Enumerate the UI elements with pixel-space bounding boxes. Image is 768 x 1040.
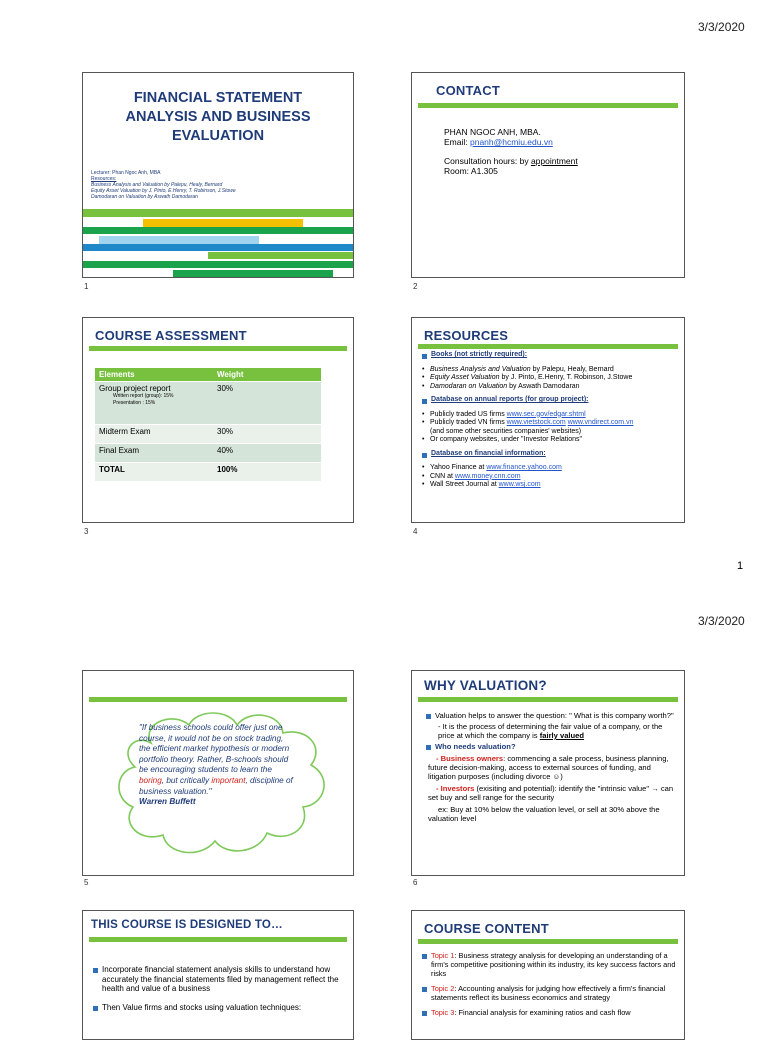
title-underline	[418, 103, 678, 108]
title-underline	[89, 346, 347, 351]
slide-contact	[411, 72, 685, 278]
slide-title-credits	[91, 170, 341, 200]
database-heading: Database on annual reports (for group project):	[422, 396, 680, 405]
title-underline	[418, 697, 678, 702]
row-name: Group project report	[99, 384, 171, 393]
lecturer-line: Lecturer: Phan Ngoc Anh, MBA	[91, 170, 161, 176]
resources-title: RESOURCES	[424, 328, 509, 343]
bullet-2: Then Value firms and stocks using valuation techniques:	[93, 1003, 349, 1013]
row-weight: 100%	[213, 463, 321, 482]
bullet-2: Who needs valuation?	[426, 742, 678, 751]
slide-course-designed	[82, 910, 354, 1040]
row-sub: Presentation : 15%	[113, 400, 156, 406]
table-row	[95, 444, 321, 463]
list-item: • Business Analysis and Valuation by Palepu, Healy, Bernard	[422, 366, 680, 375]
topic-1: Topic 1: Business strategy analysis for developing an understanding of a firm's competitive positioning within its industry, its key success factors and risks	[422, 951, 678, 978]
slide-course-assessment	[82, 317, 354, 523]
course-content-title: COURSE CONTENT	[424, 921, 549, 936]
row-weight: 40%	[213, 444, 321, 463]
slide-number-3: 3	[84, 527, 89, 536]
topic-2: Topic 2: Accounting analysis for judging how effectively a firm's financial statements reflect its business economics and strategy	[422, 984, 678, 1002]
title-underline	[89, 937, 347, 942]
list-item: • Wall Street Journal at www.wsj.com	[422, 481, 680, 490]
slide-number-6: 6	[413, 878, 418, 887]
slide-why-valuation	[411, 670, 685, 876]
contact-details	[444, 127, 578, 176]
slide-course-content	[411, 910, 685, 1040]
bullet-1-sub: - It is the process of determining the fair value of a company, or the price at which the company is fairly valued	[438, 722, 663, 740]
row-sub: Written report (group): 15%	[113, 393, 174, 399]
title-underline	[89, 697, 347, 702]
list-item: • CNN at www.money.cnn.com	[422, 473, 680, 482]
page-date: 3/3/2020	[698, 614, 745, 628]
row-name: TOTAL	[95, 463, 213, 482]
table-header	[95, 368, 321, 382]
email-label: Email:	[444, 137, 470, 147]
row-weight: 30%	[213, 382, 321, 425]
owners-item: - Business owners: commencing a sale process, business planning, future decision-making, access to external sources of funding, and litigation purposes (including divorce ☺)	[428, 754, 669, 781]
list-note: (and some other securities companies' websites)	[430, 427, 582, 435]
stripe-decoration	[83, 209, 354, 278]
row-name: Midterm Exam	[95, 425, 213, 444]
list-item: • Publicly traded VN firms www.vietstock.com www.vndirect.com.vn	[422, 419, 680, 428]
table-row	[95, 463, 321, 482]
row-weight: 30%	[213, 425, 321, 444]
sec-link[interactable]: www.sec.gov/edgar.shtml	[506, 410, 586, 418]
list-item: • Or company websites, under "Investor Relations"	[422, 436, 680, 445]
list-item: • Yahoo Finance at www.finance.yahoo.com	[422, 464, 680, 473]
course-designed-body	[93, 965, 349, 1012]
buffett-quote: "If business schools could offer just one course, it would not be on stock trading, the efficient market hypothesis or modern portfolio theory. Rather, B-schools should be encouraging students to learn the boring, but critically important, discipline of business valuation." Warren Buffett	[139, 723, 295, 808]
slide-title	[82, 72, 354, 278]
slide-number-1: 1	[84, 282, 89, 291]
investors-item: - Investors (exisiting and potential): identify the "intrinsic value" → can set buy and sell range for the security	[428, 784, 674, 802]
row-name: Final Exam	[95, 444, 213, 463]
vietstock-link[interactable]: www.vietstock.com	[506, 419, 566, 426]
list-item: • Publicly traded US firms www.sec.gov/edgar.shtml	[422, 411, 680, 420]
slide-resources	[411, 317, 685, 523]
slide-number-4: 4	[413, 527, 418, 536]
topic-3: Topic 3: Financial analysis for examining ratios and cash flow	[422, 1008, 678, 1017]
hours-value: appointment	[530, 156, 578, 166]
why-valuation-body	[426, 711, 678, 823]
header-elements: Elements	[95, 368, 213, 382]
header-weight: Weight	[213, 368, 321, 382]
slide-quote	[82, 670, 354, 876]
example-line: ex: Buy at 10% below the valuation level, or sell at 30% above the valuation level	[428, 805, 660, 823]
bullet-1: Valuation helps to answer the question: " What is this company worth?"	[426, 711, 678, 720]
contact-title: CONTACT	[436, 83, 500, 98]
ref-1: Business Analysis and Valuation by Palepu, Healy, Bernard	[91, 182, 223, 188]
books-heading: Books (not strictly required):	[422, 351, 680, 360]
page-number: 1	[737, 560, 744, 572]
financial-info-heading: Database on financial information:	[422, 450, 680, 459]
title-underline	[418, 344, 678, 349]
vndirect-link[interactable]: www.vndirect.com.vn	[567, 419, 634, 426]
table-row	[95, 425, 321, 444]
slide-number-5: 5	[84, 878, 89, 887]
ref-2: Equity Asset Valuation by J. Pinto, E.Henry, T. Robinson, J.Stowe	[91, 188, 236, 194]
course-designed-title: THIS COURSE IS DESIGNED TO…	[91, 919, 283, 931]
assessment-table	[95, 368, 321, 482]
list-item: • Equity Asset Valuation by J. Pinto, E.Henry, T. Robinson, J.Stowe	[422, 374, 680, 383]
room: Room: A1.305	[444, 166, 498, 176]
yahoo-link[interactable]: www.finance.yahoo.com	[486, 464, 562, 471]
wsj-link[interactable]: www.wsj.com	[498, 481, 541, 488]
title-underline	[418, 939, 678, 944]
ref-3: Damodaran on Valuation by Aswath Damodaran	[91, 194, 198, 200]
contact-name: PHAN NGOC ANH, MBA.	[444, 127, 541, 137]
slide-number-2: 2	[413, 282, 418, 291]
hours-label: Consultation hours: by	[444, 156, 531, 166]
assessment-title: COURSE ASSESSMENT	[95, 328, 247, 343]
page-date: 3/3/2020	[698, 20, 745, 34]
quote-author: Warren Buffett	[139, 797, 196, 807]
email-link[interactable]: pnanh@hcmiu.edu.vn	[469, 137, 553, 147]
why-valuation-title: WHY VALUATION?	[424, 678, 547, 693]
cnn-link[interactable]: www.money.cnn.com	[454, 472, 521, 480]
resources-label: Resources:	[91, 176, 117, 182]
resources-body	[422, 351, 680, 490]
bullet-1: Incorporate financial statement analysis skills to understand how accurately the financial statements filed by management reflect the health and value of a business	[93, 965, 349, 994]
course-content-body	[422, 951, 678, 1017]
slide-title-heading: FINANCIAL STATEMENT ANALYSIS AND BUSINESS EVALUATION	[125, 90, 311, 144]
list-item: • Damodaran on Valuation by Aswath Damodaran	[422, 383, 680, 392]
table-row	[95, 382, 321, 425]
